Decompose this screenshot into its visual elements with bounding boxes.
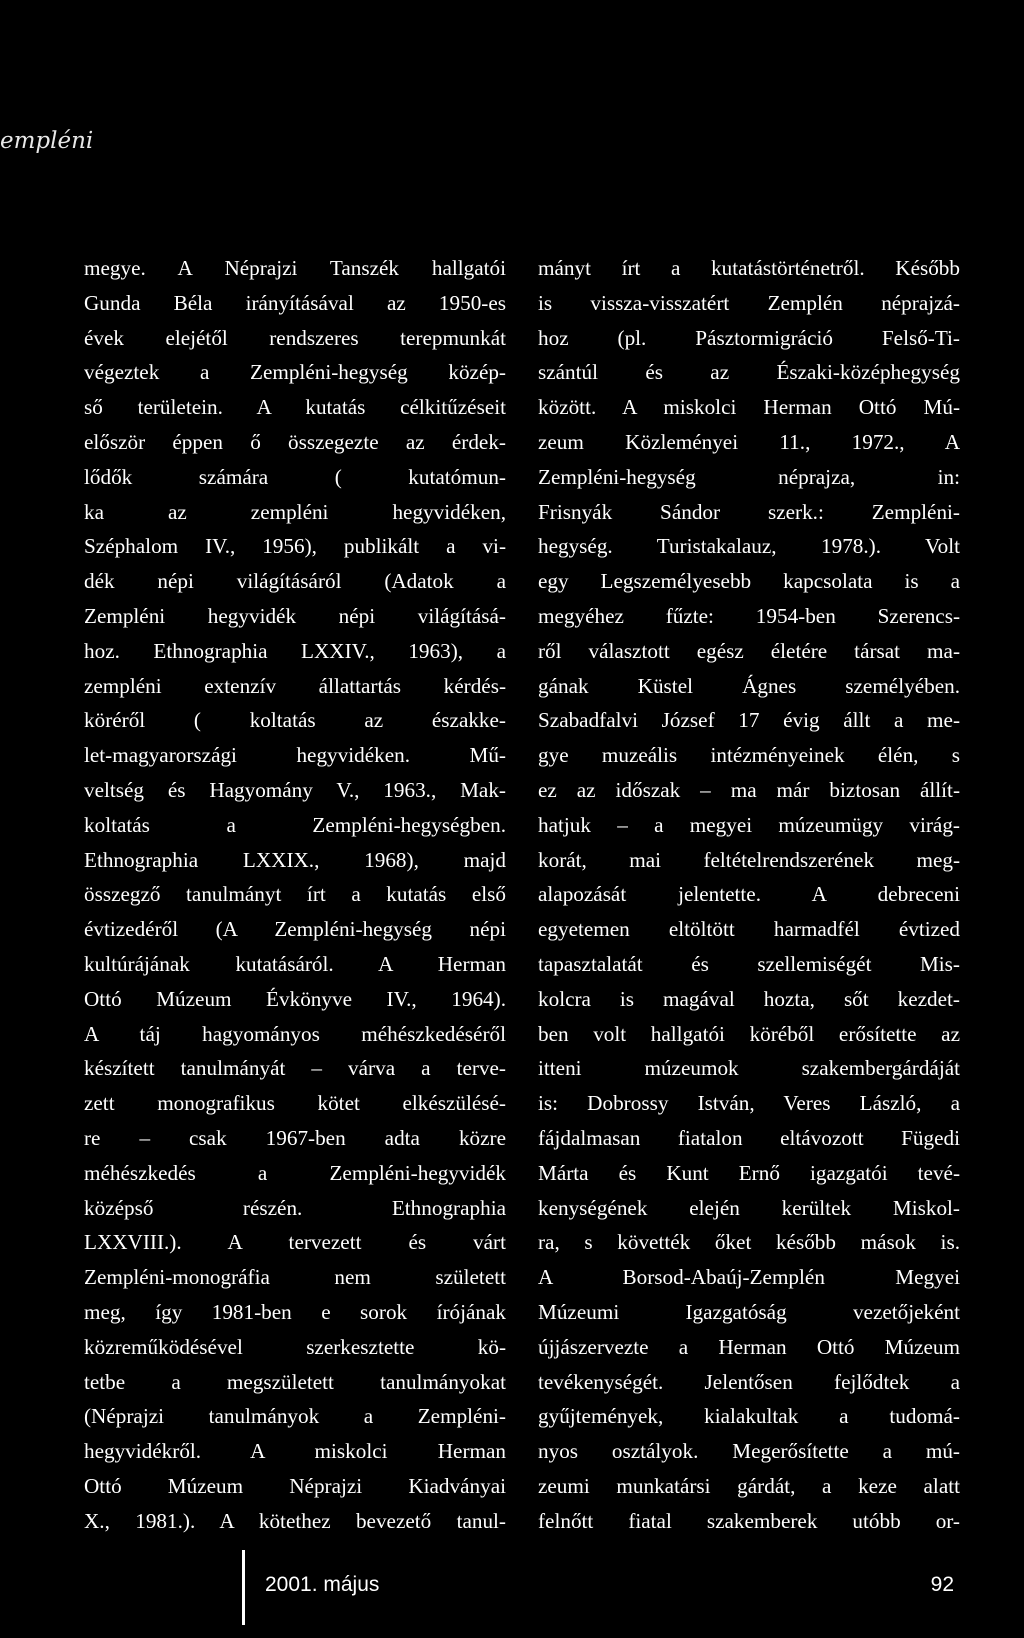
text-line: hegység. Turistakalauz, 1978.). Volt [538, 534, 960, 559]
page-number: 92 [930, 1573, 954, 1596]
text-line: tetbe a megszületett tanulmányokat [84, 1369, 506, 1394]
text-line: let-magyarországi hegyvidéken. Mű- [84, 743, 506, 768]
text-line: is vissza-visszatért Zemplén néprajzá- [538, 290, 960, 315]
text-line: megyéhez fűzte: 1954-ben Szerencs- [538, 603, 960, 628]
text-line: közreműködésével szerkesztette kö- [84, 1334, 506, 1359]
text-line: korát, mai feltételrendszerének meg- [538, 847, 960, 872]
text-line: ről választott egész életére társat ma- [538, 638, 960, 663]
text-line: nyos osztályok. Megerősítette a mú- [538, 1439, 960, 1464]
text-line: hegyvidékről. A miskolci Herman [84, 1439, 506, 1464]
text-line: készített tanulmányát – várva a terve- [84, 1056, 506, 1081]
running-head: empléni [0, 128, 94, 154]
text-line: gye muzeális intézményeinek élén, s [538, 743, 960, 768]
text-line: évek elejétől rendszeres terepmunkát [84, 325, 506, 350]
text-line: ső területein. A kutatás célkitűzéseit [84, 395, 506, 420]
text-line: felnőtt fiatal szakemberek utóbb or- [538, 1508, 960, 1533]
text-line: végeztek a Zempléni-hegység közép- [84, 360, 506, 385]
text-line: köréről ( koltatás az északke- [84, 708, 506, 733]
text-line: Ethnographia LXXIX., 1968), majd [84, 847, 506, 872]
text-line: mányt írt a kutatástörténetről. Később [538, 256, 960, 280]
text-line: egyetemen eltöltött harmadfél évtized [538, 917, 960, 942]
text-line: évtizedéről (A Zempléni-hegység népi [84, 917, 506, 942]
text-line: Frisnyák Sándor szerk.: Zempléni- [538, 499, 960, 524]
text-line: Gunda Béla irányításával az 1950-es [84, 290, 506, 315]
text-line: LXXVIII.). A tervezett és várt [84, 1230, 506, 1255]
text-line: Ottó Múzeum Évkönyve IV., 1964). [84, 986, 506, 1011]
text-line: zett monografikus kötet elkészülésé- [84, 1091, 506, 1116]
text-line: tapasztalatát és szellemiségét Mis- [538, 951, 960, 976]
text-line: méhészkedés a Zempléni-hegyvidék [84, 1160, 506, 1185]
text-line: kultúrájának kutatásáról. A Herman [84, 951, 506, 976]
text-line: fájdalmasan fiatalon eltávozott Fügedi [538, 1125, 960, 1150]
text-line: hatjuk – a megyei múzeumügy virág- [538, 812, 960, 837]
text-line: Múzeumi Igazgatóság vezetőjeként [538, 1299, 960, 1324]
text-line: ez az időszak – ma már biztosan állít- [538, 777, 960, 802]
text-line: zempléni extenzív állattartás kérdés- [84, 673, 506, 698]
text-line: egy Legszemélyesebb kapcsolata is a [538, 569, 960, 594]
text-line: zeumi munkatársi gárdát, a keze alatt [538, 1473, 960, 1498]
text-line: veltség és Hagyomány V., 1963., Mak- [84, 777, 506, 802]
text-line: kolcra is magával hozta, sőt kezdet- [538, 986, 960, 1011]
text-line: A táj hagyományos méhészkedéséről [84, 1021, 506, 1046]
text-line: X., 1981.). A kötethez bevezető tanul- [84, 1508, 506, 1533]
text-line: újjászervezte a Herman Ottó Múzeum [538, 1334, 960, 1359]
text-line: (Néprajzi tanulmányok a Zempléni- [84, 1404, 506, 1429]
text-line: alapozását jelentette. A debreceni [538, 882, 960, 907]
text-line: Zempléni-hegység néprajza, in: [538, 464, 960, 489]
text-line: Ottó Múzeum Néprajzi Kiadványai [84, 1473, 506, 1498]
text-line: középső részén. Ethnographia [84, 1195, 506, 1220]
text-line: megye. A Néprajzi Tanszék hallgatói [84, 256, 506, 280]
text-line: Márta és Kunt Ernő igazgatói tevé- [538, 1160, 960, 1185]
text-line: A Borsod-Abaúj-Zemplén Megyei [538, 1265, 960, 1290]
text-line: Zempléni hegyvidék népi világításá- [84, 603, 506, 628]
text-line: koltatás a Zempléni-hegységben. [84, 812, 506, 837]
text-line: hoz (pl. Pásztormigráció Felső-Ti- [538, 325, 960, 350]
text-line: zeum Közleményei 11., 1972., A [538, 429, 960, 454]
footer-divider [242, 1550, 245, 1625]
text-line: itteni múzeumok szakembergárdáját [538, 1056, 960, 1081]
text-line: kenységének elején kerültek Miskol- [538, 1195, 960, 1220]
text-line: hoz. Ethnographia LXXIV., 1963), a [84, 638, 506, 663]
text-line: ka az zempléni hegyvidéken, [84, 499, 506, 524]
text-line: Szabadfalvi József 17 évig állt a me- [538, 708, 960, 733]
text-line: lődők számára ( kutatómun- [84, 464, 506, 489]
text-line: gyűjtemények, kialakultak a tudomá- [538, 1404, 960, 1429]
text-line: szántúl és az Északi-középhegység [538, 360, 960, 385]
text-line: re – csak 1967-ben adta közre [84, 1125, 506, 1150]
text-line: is: Dobrossy István, Veres László, a [538, 1091, 960, 1116]
text-line: között. A miskolci Herman Ottó Mú- [538, 395, 960, 420]
text-line: először éppen ő összegezte az érdek- [84, 429, 506, 454]
text-line: Széphalom IV., 1956), publikált a vi- [84, 534, 506, 559]
text-line: meg, így 1981-ben e sorok írójának [84, 1299, 506, 1324]
text-line: dék népi világításáról (Adatok a [84, 569, 506, 594]
text-line: gának Küstel Ágnes személyében. [538, 673, 960, 698]
text-line: ben volt hallgatói köréből erősítette az [538, 1021, 960, 1046]
left-text-column [84, 251, 506, 1538]
text-line: Zempléni-monográfia nem született [84, 1265, 506, 1290]
text-line: összegző tanulmányt írt a kutatás első [84, 882, 506, 907]
text-line: ra, s követték őket később mások is. [538, 1230, 960, 1255]
footer-date: 2001. május [265, 1573, 380, 1596]
right-text-column [538, 251, 960, 1538]
text-line: tevékenységét. Jelentősen fejlődtek a [538, 1369, 960, 1394]
